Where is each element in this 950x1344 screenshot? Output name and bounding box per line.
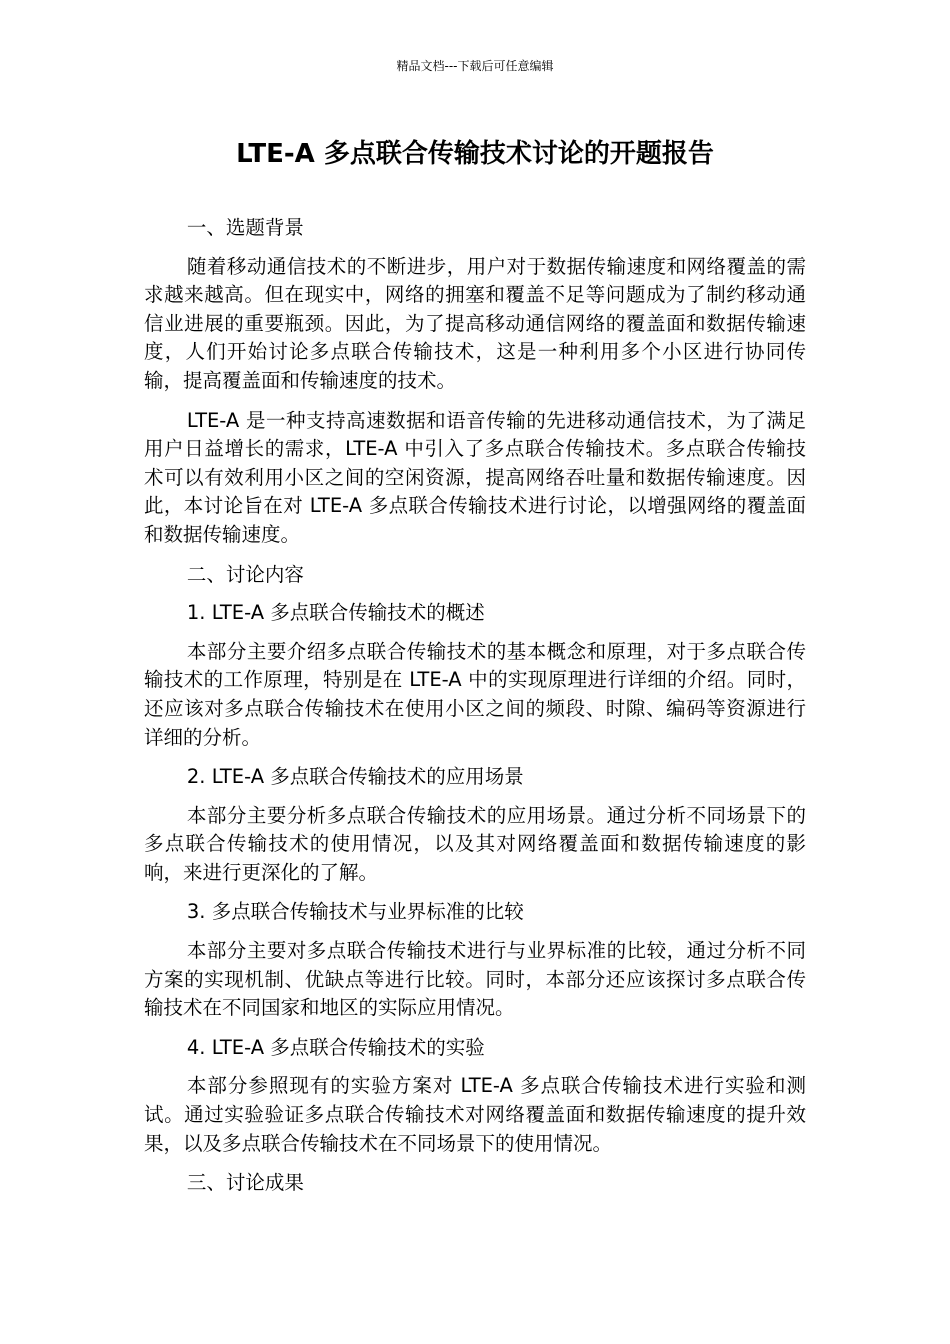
document-title: LTE-A 多点联合传输技术讨论的开题报告 bbox=[236, 139, 714, 169]
document-body bbox=[144, 214, 806, 1208]
subsection-heading-scenarios: 2. LTE-A 多点联合传输技术的应用场景 bbox=[186, 765, 524, 789]
paragraph-experiment: 本部分参照现有的实验方案对 LTE-A 多点联合传输技术进行实验和测试。通过实验验证多点联合传输技术对网络覆盖面和数据传输速度的提升效果，以及多点联合传输技术在不同场景下的使用情况。 bbox=[144, 1074, 806, 1155]
section-heading-content: 二、讨论内容 bbox=[186, 562, 304, 586]
page-header-note: 精品文档---下载后可任意编辑 bbox=[396, 59, 554, 73]
paragraph-background-2: LTE-A 是一种支持高速数据和语音传输的先进移动通信技术，为了满足用户日益增长的需求，LTE-A 中引入了多点联合传输技术。多点联合传输技术可以有效利用小区之间的空闲资源，提高网络吞吐量和数据传输速度。因此，本讨论旨在对 LTE-A 多点联合传输技术进行讨论，以增强网络的覆盖面和数据传输速度。 bbox=[144, 408, 806, 546]
subsection-heading-experiment: 4. LTE-A 多点联合传输技术的实验 bbox=[186, 1035, 485, 1059]
section-heading-results: 三、讨论成果 bbox=[186, 1171, 304, 1195]
paragraph-overview: 本部分主要介绍多点联合传输技术的基本概念和原理，对于多点联合传输技术的工作原理，特别是在 LTE-A 中的实现原理进行详细的介绍。同时，还应该对多点联合传输技术在使用小区之间的频段、时隙、编码等资源进行详细的分析。 bbox=[144, 639, 806, 749]
paragraph-comparison: 本部分主要对多点联合传输技术进行与业界标准的比较，通过分析不同方案的实现机制、优缺点等进行比较。同时，本部分还应该探讨多点联合传输技术在不同国家和地区的实际应用情况。 bbox=[144, 939, 806, 1020]
subsection-heading-overview: 1. LTE-A 多点联合传输技术的概述 bbox=[186, 601, 485, 625]
paragraph-background-1: 随着移动通信技术的不断进步，用户对于数据传输速度和网络覆盖的需求越来越高。但在现实中，网络的拥塞和覆盖不足等问题成为了制约移动通信业进展的重要瓶颈。因此，为了提高移动通信网络的覆盖面和数据传输速度，人们开始讨论多点联合传输技术，这是一种利用多个小区进行协同传输，提高覆盖面和传输速度的技术。 bbox=[144, 254, 806, 392]
paragraph-scenarios: 本部分主要分析多点联合传输技术的应用场景。通过分析不同场景下的多点联合传输技术的使用情况，以及其对网络覆盖面和数据传输速度的影响，来进行更深化的了解。 bbox=[144, 803, 806, 884]
section-heading-background: 一、选题背景 bbox=[186, 216, 304, 239]
subsection-heading-comparison: 3. 多点联合传输技术与业界标准的比较 bbox=[186, 900, 524, 924]
